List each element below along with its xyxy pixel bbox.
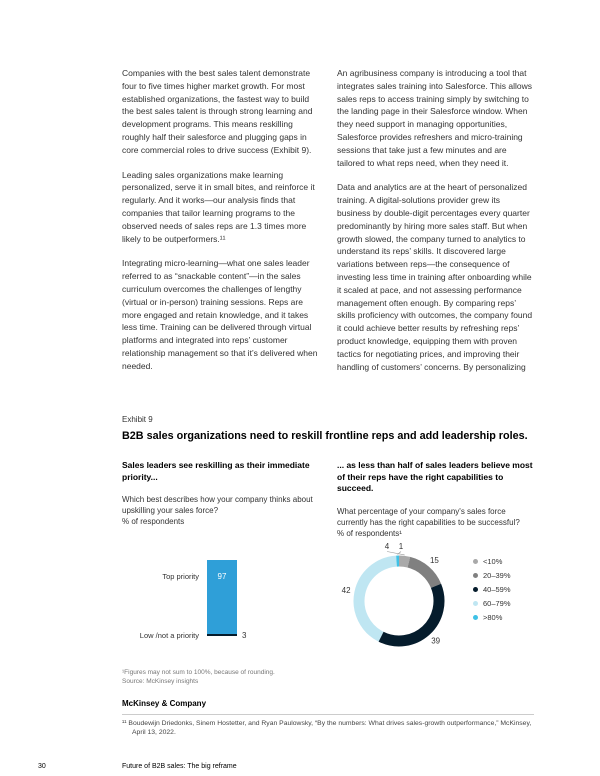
donut-value-label: 39 (431, 636, 441, 646)
mckinsey-brand: McKinsey & Company (122, 699, 207, 709)
donut-value-label: 1 (398, 541, 404, 551)
bar-chart-unit: % of respondents (122, 517, 185, 527)
legend-label: 20–39% (483, 570, 511, 580)
legend-dot (473, 615, 478, 620)
bar-value-label: 3 (242, 631, 247, 641)
legend-dot (473, 587, 478, 592)
bar-segment-1 (207, 634, 237, 636)
page-footnote: ¹¹ Boudewijn Driedonks, Sinem Hostetter, and Ryan Paulowsky, “By the numbers: What drives sales-growth outperformance,” McKinsey, April 13, 2022. (122, 714, 534, 737)
legend-label: <10% (483, 556, 503, 566)
donut-value-label: 42 (341, 586, 351, 596)
bar-chart-question: Which best describes how your company thinks about upskilling your sales force? (122, 495, 313, 516)
exhibit-title: B2B sales organizations need to reskill frontline reps and add leadership roles. (122, 430, 528, 443)
legend-item (473, 613, 511, 622)
donut-segment-2 (381, 586, 439, 641)
legend-dot (473, 559, 478, 564)
legend-item (473, 599, 511, 608)
page-content (122, 0, 534, 708)
body-text-columns (122, 67, 534, 385)
legend-dot (473, 601, 478, 606)
charts-row (122, 460, 534, 657)
donut-chart-heading: ... as less than half of sales leaders believe most of their reps have the right capabilities to succeed. (337, 460, 533, 494)
body-column-right (337, 67, 533, 385)
exhibit-source: Source: McKinsey insights (122, 677, 199, 685)
donut-segment-0 (399, 561, 409, 562)
legend-item (473, 571, 511, 580)
bar-chart-heading: Sales leaders see reskilling as their immediate priority... (122, 460, 310, 482)
legend-dot (473, 573, 478, 578)
donut-segment-3 (359, 561, 396, 637)
donut-chart-unit: % of respondents¹ (337, 528, 402, 538)
donut-chart (337, 541, 533, 657)
body-paragraph: Leading sales organizations make learning personalized, serve it in small bites, and reinforce it regularly. And it works—our analysis finds that companies that tailor learning programs to the observed needs of sales reps are 1.3 times more likely to be outperformers.¹¹ (122, 169, 315, 244)
body-paragraph: Integrating micro-learning—what one sales leader referred to as “snackable content”—in the sales curriculum overcomes the challenges of lengthy (virtual or in-person) training sessions. Reps are more engaged and retain knowledge, and it takes less time. Training can be delivered through virtual platforms and integrated into reps’ customer relationship management so that it’s delivered when needed. (122, 258, 318, 371)
exhibit-footnote: ¹Figures may not sum to 100%, because of rounding. (122, 668, 275, 676)
legend-label: 40–59% (483, 584, 511, 594)
donut-chart-column (337, 460, 533, 657)
legend-item (473, 557, 511, 566)
body-paragraph: Companies with the best sales talent demonstrate four to five times higher market growth. For most established organizations, the fastest way to build the best sales talent is through strong learning and development programs. This means reskilling roughly half their salesforce and plugging gaps in core commercial roles to drive success (Exhibit 9). (122, 68, 313, 155)
donut-segment-1 (409, 562, 436, 586)
donut-chart-question: What percentage of your company's sales force currently has the right capabilities to be successful? (337, 506, 520, 527)
body-paragraph: Data and analytics are at the heart of personalized training. A digital-solutions provider grew its business by double-digit percentages every quarter predominantly by hiring more sales staff. But when growth slowed, the company turned to analytics to understand its reps’ skills. It discovered large variations between reps—the consequence of investing less time in training after onboarding while it scaled at pace, and not assessing performance management often enough. By comparing reps’ skills proficiency with outcomes, the company found it could achieve better results by refreshing reps’ product knowledge, equipping them with proven tactics for negotiating prices, and improving their handling of customers’ concerns. By personalizing (337, 182, 533, 372)
document-title: Future of B2B sales: The big reframe (122, 763, 237, 770)
donut-legend (473, 557, 511, 657)
donut-label-leader-line (387, 551, 405, 554)
donut-svg (337, 541, 469, 657)
exhibit-notes (122, 669, 534, 687)
page-number: 30 (38, 763, 46, 770)
legend-label: 60–79% (483, 598, 511, 608)
donut-value-label: 4 (384, 541, 390, 551)
bar-chart-column (122, 460, 318, 657)
bar-value-label: 97 (217, 572, 227, 582)
legend-label: >80% (483, 612, 503, 622)
stacked-bar-chart (122, 560, 318, 642)
exhibit-section (122, 415, 534, 708)
body-column-left (122, 67, 318, 385)
bar-category-label: Top priority (162, 572, 199, 582)
legend-item (473, 585, 511, 594)
body-paragraph: An agribusiness company is introducing a tool that integrates sales training into Salesforce. This allows sales reps to access training simply by switching to the landing page in their Salesforce window. When they need support in managing opportunities, Salesforce provides refreshers and micro-training sessions that take just a few minutes and are tailored to what reps need, when they need it. (337, 68, 532, 168)
exhibit-label: Exhibit 9 (122, 415, 153, 425)
donut-value-label: 15 (429, 556, 439, 566)
bar-category-label: Low /not a priority (139, 631, 199, 641)
